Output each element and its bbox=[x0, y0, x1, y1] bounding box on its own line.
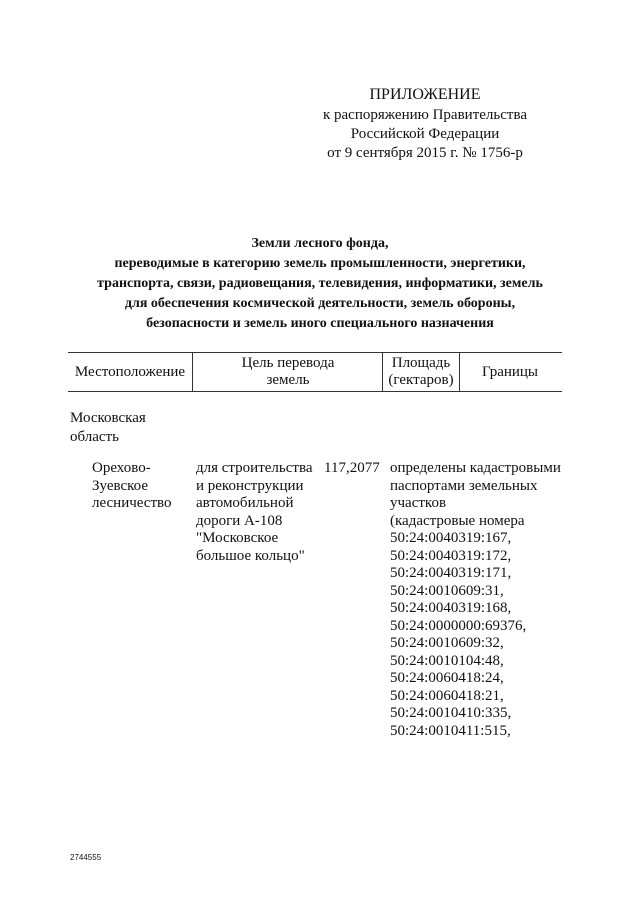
appendix-line-2: Российской Федерации bbox=[350, 126, 500, 142]
title-line-3: транспорта, связи, радиовещания, телевидения, информатики, земель bbox=[97, 276, 543, 291]
cell-area: 117,2077 bbox=[324, 460, 380, 476]
table-header bbox=[68, 352, 562, 392]
document-title bbox=[60, 234, 580, 334]
header-bounds: Границы bbox=[481, 363, 539, 380]
region-label: Московская область bbox=[70, 410, 146, 445]
cell-bounds: определены кадастровыми паспортами земельных участков (кадастровые номера 50:24:0040319:167, 50:24:0040319:172, 50:24:0040319:171, 50:24:0010609:31, 50:24:0040319:168, 50:24:0000000:69376, 50:24:0010609:32, 50:24:0010104:48, 50:24:0060418:24, 50:24:0060418:21, 50:24:0010410:335, 50:24:0010411:515, bbox=[390, 460, 561, 739]
appendix-line-1: к распоряжению Правительства bbox=[322, 107, 527, 123]
title-line-5: безопасности и земель иного специального назначения bbox=[146, 316, 494, 331]
cell-location: Орехово- Зуевское лесничество bbox=[92, 460, 172, 511]
appendix-block bbox=[300, 85, 550, 163]
cell-purpose: для строительства и реконструкции автомобильной дороги А-108 "Московское большое кольцо" bbox=[196, 460, 313, 564]
title-line-1: Земли лесного фонда, bbox=[251, 236, 389, 251]
title-line-4: для обеспечения космической деятельности, земель обороны, bbox=[124, 296, 516, 311]
appendix-heading: ПРИЛОЖЕНИЕ bbox=[369, 86, 481, 103]
header-purpose: Цель перевода земель bbox=[192, 353, 383, 391]
footer-code: 2744555 bbox=[70, 853, 102, 862]
title-line-2: переводимые в категорию земель промышленности, энергетики, bbox=[114, 256, 526, 271]
header-area: Площадь (гектаров) bbox=[382, 353, 460, 391]
header-location: Местоположение bbox=[74, 363, 186, 380]
appendix-line-3: от 9 сентября 2015 г. № 1756-р bbox=[327, 145, 523, 161]
